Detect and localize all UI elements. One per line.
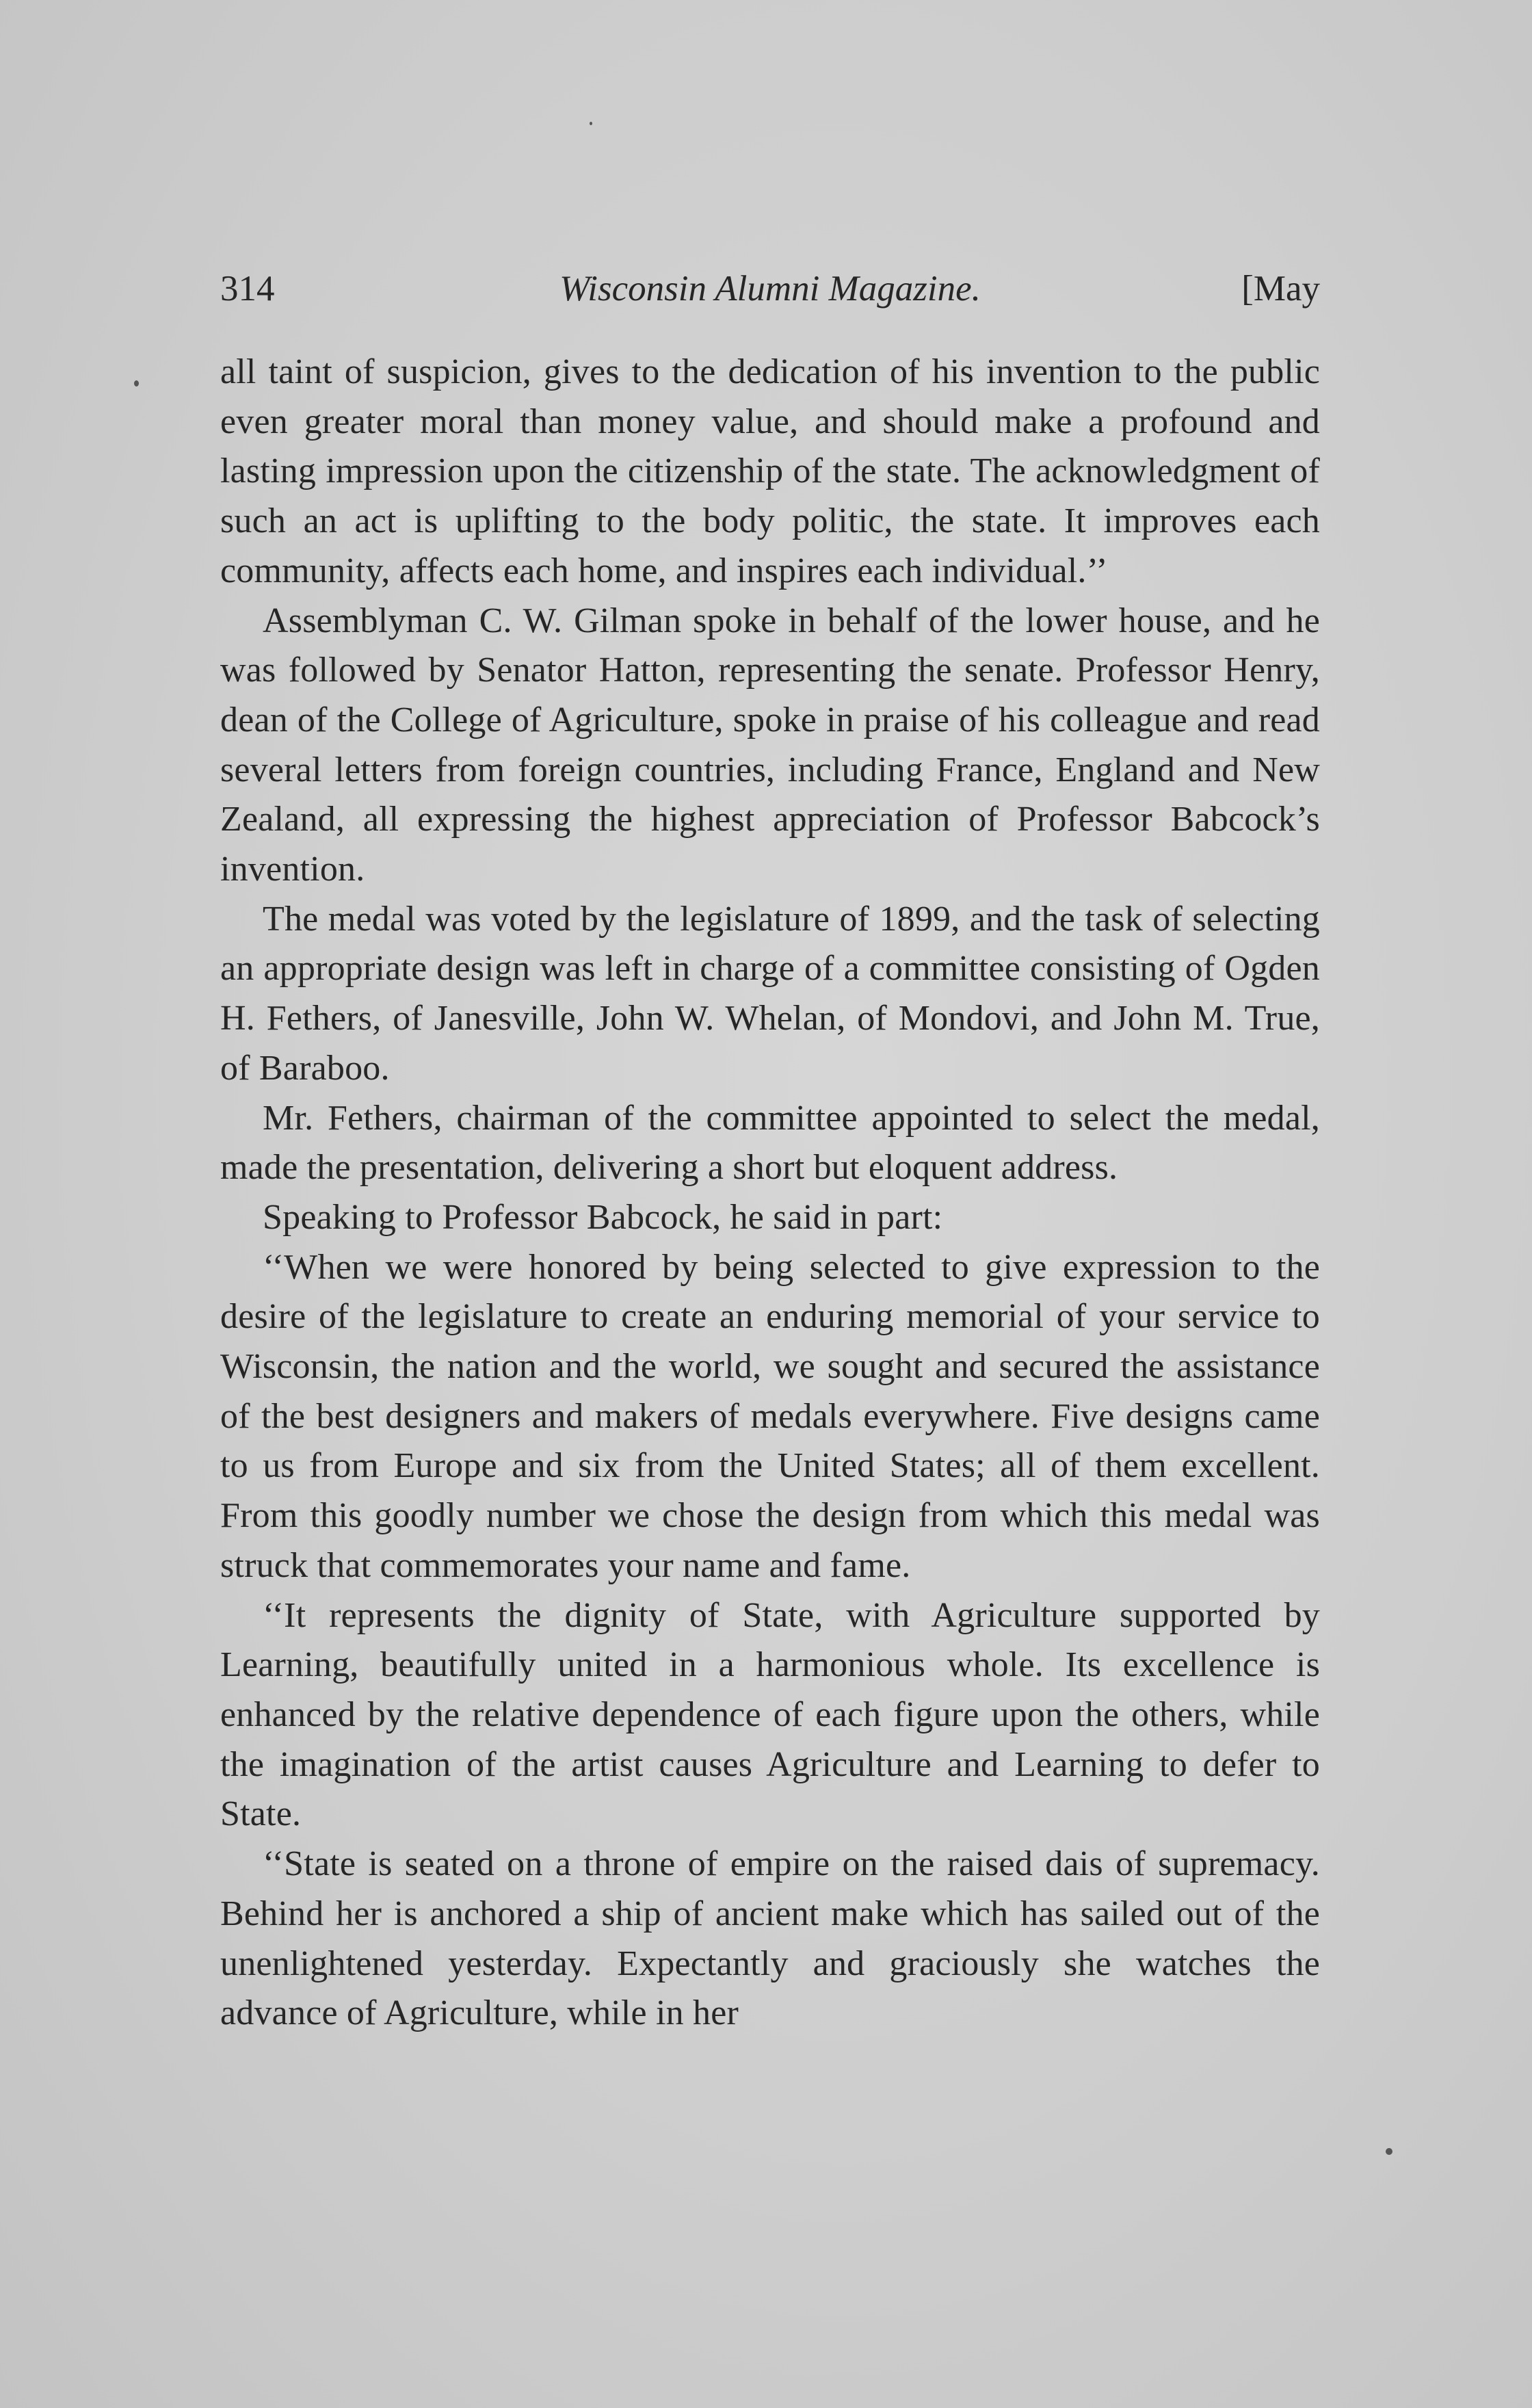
ink-speck xyxy=(590,122,592,125)
paragraph-continued: all taint of suspicion, gives to the dedication of his invention to the public even greater moral than money value, and should make a profound and lasting impression upon the citizenship of the state. The acknowledgment of such an act is uplifting to the body politic, the state. It improves each community, affects each home, and inspires each individual.’’ xyxy=(220,352,1320,590)
paragraph: Speaking to Professor Babcock, he said in part: xyxy=(263,1197,943,1237)
ink-speck xyxy=(1386,2148,1392,2155)
ink-speck xyxy=(134,380,139,387)
quoted-paragraph: ‘‘When we were honored by being selected to give expression to the desire of the legislature to create an enduring memorial of your service to Wisconsin, the nation and the world, we sought and secured the assistance of the best designers and makers of medals everywhere. Five designs came to us from Europe and six from the United States; all of them excellent. From this goodly number we chose the design from which this medal was struck that commemorates your name and fame. xyxy=(220,1247,1320,1585)
running-title: Wisconsin Alumni Magazine. xyxy=(559,269,981,309)
paragraph: Mr. Fethers, chairman of the committee appointed to select the medal, made the presentation, delivering a short but eloquent address. xyxy=(220,1098,1320,1188)
article-body xyxy=(220,348,1320,2039)
paragraph: Assemblyman C. W. Gilman spoke in behalf of the lower house, and he was followed by Senator Hatton, representing the senate. Professor Henry, dean of the College of Agriculture, spoke in praise of his colleague and read several letters from foreign countries, including France, England and New Zealand, all expressing the highest appreciation of Professor Babcock’s invention. xyxy=(220,601,1320,889)
paragraph: The medal was voted by the legislature of 1899, and the task of selecting an appropriate design was left in charge of a committee consisting of Ogden H. Fethers, of Janesville, John W. Whelan, of Mondovi, and John M. True, of Baraboo. xyxy=(220,899,1320,1088)
page-number: 314 xyxy=(220,269,275,309)
quoted-paragraph: ‘‘It represents the dignity of State, with Agriculture supported by Learning, beautifully united in a harmonious whole. Its excellence is enhanced by the relative dependence of each figure upon the others, while the imagination of the artist causes Agriculture and Learning to defer to State. xyxy=(220,1595,1320,1834)
page-header xyxy=(220,268,1320,316)
header-month: [May xyxy=(1241,269,1320,309)
quoted-paragraph: ‘‘State is seated on a throne of empire on the raised dais of supremacy. Behind her is anchored a ship of ancient make which has sailed out of the unenlightened yesterday. Expectantly and graciously she watches the advance of Agriculture, while in her xyxy=(220,1844,1320,2033)
